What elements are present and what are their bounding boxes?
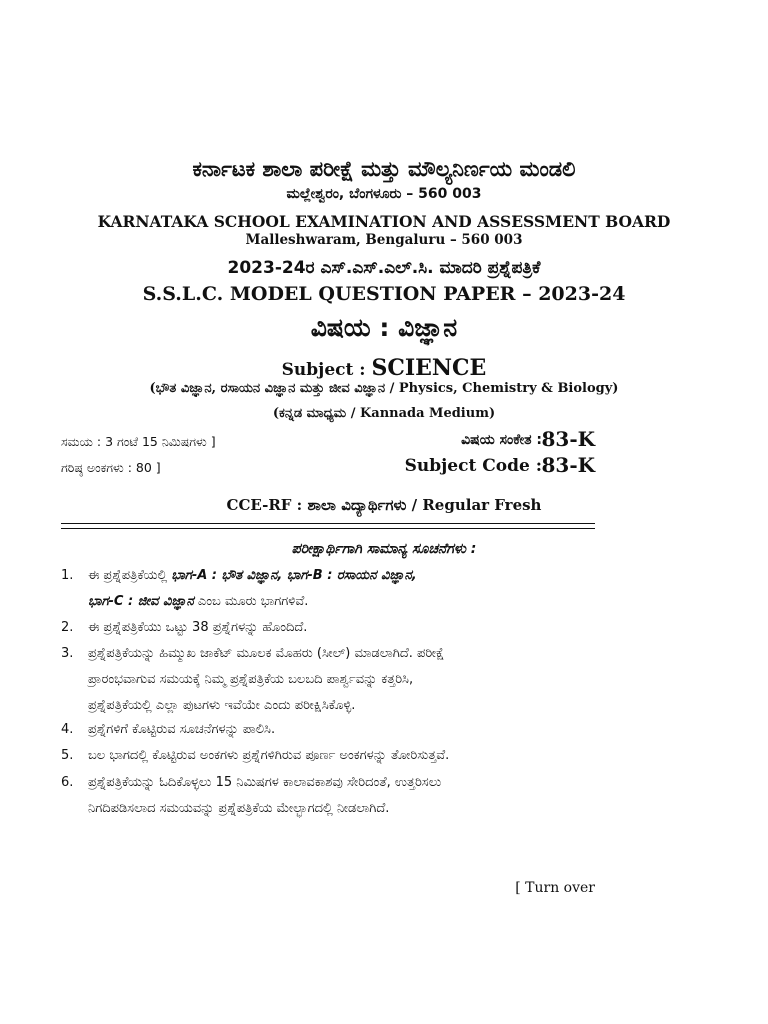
- instruction-number: 2.: [61, 620, 74, 635]
- instruction-text: ಬಲ ಭಾಗದಲ್ಲಿ ಕೊಟ್ಟಿರುವ ಅಂಕಗಳು ಪ್ರಶ್ನೆಗಳಿಗಿರುವ ಪೂರ್ಣ ಅಂಕಗಳನ್ನು ತೋರಿಸುತ್ತವೆ.: [88, 748, 450, 763]
- board-name-kannada: ಕರ್ನಾಟಕ ಶಾಲಾ ಪರೀಕ್ಷೆ ಮತ್ತು ಮೌಲ್ಯನಿರ್ಣಯ ಮಂಡಲಿ: [192, 157, 576, 181]
- subject-name: SCIENCE: [371, 355, 487, 381]
- instruction-text: ಪ್ರಶ್ನೆಗಳಿಗೆ ಕೊಟ್ಟಿರುವ ಸೂಚನೆಗಳನ್ನು ಪಾಲಿಸಿ.: [88, 722, 276, 737]
- instruction-text: ಈ ಪ್ರಶ್ನೆಪತ್ರಿಕೆಯು ಒಟ್ಟು 38 ಪ್ರಶ್ನೆಗಳನ್ನು ಹೊಂದಿದೆ.: [88, 620, 308, 635]
- instruction-text-part: ಈ ಪ್ರಶ್ನೆಪತ್ರಿಕೆಯಲ್ಲಿ: [88, 568, 172, 583]
- instruction-text-emphasis: ಭಾಗ-C : ಜೀವ ವಿಜ್ಞಾನ: [88, 594, 194, 609]
- instruction-text-emphasis: ಭಾಗ-A : ಭೌತ ವಿಜ್ಞಾನ, ಭಾಗ-B : ರಸಾಯನ ವಿಜ್ಞಾನ,: [171, 568, 417, 583]
- instruction-text: [88, 563, 595, 615]
- instruction-number: 1.: [61, 568, 74, 583]
- subject-code-label-english: Subject Code :: [404, 456, 542, 476]
- instruction-number: 4.: [61, 722, 74, 737]
- divider-top: [61, 523, 595, 524]
- instruction-line: ಪ್ರಶ್ನೆಪತ್ರಿಕೆಯನ್ನು ಓದಿಕೊಳ್ಳಲು 15 ನಿಮಿಷಗಳ ಕಾಲಾವಕಾಶವು ಸೇರಿದಂತೆ, ಉತ್ತರಿಸಲು: [88, 775, 442, 790]
- subject-code-label-kannada: ವಿಷಯ ಸಂಕೇತ :: [461, 432, 542, 448]
- subject-english: [0, 355, 768, 381]
- instruction-line: ನಿಗದಿಪಡಿಸಲಾದ ಸಮಯವನ್ನು ಪ್ರಶ್ನೆಪತ್ರಿಕೆಯ ಮೇಲ್ಭಾಗದಲ್ಲಿ ನೀಡಲಾಗಿದೆ.: [88, 801, 390, 816]
- instruction-number: 3.: [61, 646, 74, 661]
- max-marks: ಗರಿಷ್ಠ ಅಂಕಗಳು : 80 ]: [61, 460, 161, 475]
- medium-line: (ಕನ್ನಡ ಮಾಧ್ಯಮ / Kannada Medium): [272, 406, 496, 421]
- subject-label: Subject :: [281, 360, 372, 380]
- subject-branches: (ಭೌತ ವಿಜ್ಞಾನ, ರಸಾಯನ ವಿಜ್ಞಾನ ಮತ್ತು ಜೀವ ವಿಜ್ಞಾನ / Physics, Chemistry & Biology): [149, 381, 619, 396]
- subject-code-value-english: 83-K: [541, 453, 595, 477]
- subject-code-value-kannada: 83-K: [541, 427, 595, 451]
- candidate-category: CCE-RF : ಶಾಲಾ ವಿದ್ಯಾರ್ಥಿಗಳು / Regular Fresh: [226, 496, 542, 514]
- instruction-line: ಪ್ರಾರಂಭವಾಗುವ ಸಮಯಕ್ಕೆ ನಿಮ್ಮ ಪ್ರಶ್ನೆಪತ್ರಿಕೆಯ ಬಲಬದಿ ಪಾರ್ಶ್ವವನ್ನು ಕತ್ತರಿಸಿ,: [88, 672, 414, 687]
- instruction-text: [88, 641, 595, 719]
- turn-over-note: [ Turn over: [515, 880, 595, 896]
- paper-title-kannada: 2023-24ರ ಎಸ್.ಎಸ್.ಎಲ್.ಸಿ. ಮಾದರಿ ಪ್ರಶ್ನೆಪತ್ರಿಕೆ: [227, 258, 541, 278]
- instruction-line: ಪ್ರಶ್ನೆಪತ್ರಿಕೆಯಲ್ಲಿ ಎಲ್ಲಾ ಪುಟಗಳು ಇವೆಯೇ ಎಂದು ಪರೀಕ್ಷಿಸಿಕೊಳ್ಳಿ.: [88, 698, 356, 713]
- paper-title-english: S.S.L.C. MODEL QUESTION PAPER – 2023-24: [142, 283, 626, 305]
- board-name-english: KARNATAKA SCHOOL EXAMINATION AND ASSESSMENT BOARD: [97, 212, 671, 231]
- subject-kannada: ವಿಷಯ : ವಿಜ್ಞಾನ: [310, 313, 458, 342]
- instruction-text: [88, 770, 595, 822]
- board-address-english: Malleshwaram, Bengaluru – 560 003: [245, 232, 523, 248]
- instruction-number: 5.: [61, 748, 74, 763]
- instruction-number: 6.: [61, 775, 74, 790]
- time-allowed: ಸಮಯ : 3 ಗಂಟೆ 15 ನಿಮಿಷಗಳು ]: [61, 434, 216, 449]
- instruction-line: ಪ್ರಶ್ನೆಪತ್ರಿಕೆಯನ್ನು ಹಿಮ್ಮುಖ ಜಾಕೆಟ್ ಮೂಲಕ ಮೊಹರು (ಸೀಲ್) ಮಾಡಲಾಗಿದೆ. ಪರೀಕ್ಷೆ: [88, 646, 445, 661]
- divider-bottom: [61, 528, 595, 529]
- instruction-text-part: ಎಂಬ ಮೂರು ಭಾಗಗಳಿವೆ.: [193, 594, 309, 609]
- instructions-heading: ಪರೀಕ್ಷಾರ್ಥಿಗಾಗಿ ಸಾಮಾನ್ಯ ಸೂಚನೆಗಳು :: [291, 541, 477, 557]
- board-address-kannada: ಮಲ್ಲೇಶ್ವರಂ, ಬೆಂಗಳೂರು – 560 003: [286, 186, 482, 202]
